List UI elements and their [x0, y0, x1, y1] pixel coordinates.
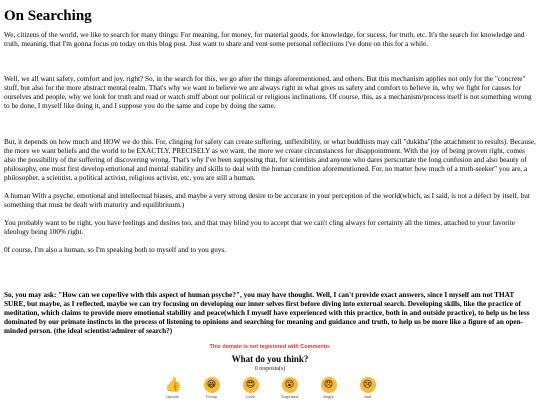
thumbs-up-icon: 👍 — [164, 377, 182, 393]
post-paragraph: 0f course, I'm also a human, so I'm speaking both to myself and to you guys. — [4, 246, 227, 254]
reaction-label: Angry — [323, 394, 334, 399]
sad-face-icon: 😢 — [360, 377, 376, 393]
angry-face-icon: 😠 — [321, 377, 337, 393]
reaction-funny[interactable] — [200, 377, 224, 399]
reaction-label: Love — [246, 394, 255, 399]
post-paragraph: We, citizens of the world, we like to search for many things: For meaning, for money, for material goods, for knowledge, for sucess, for truth, etc. It's the search for knowledge and truth, meaning, that I'm gonna focus on today on this blog post. Just want to share and vent some personal reflections i've done on this for a while. — [4, 31, 525, 48]
reaction-angry[interactable] — [317, 377, 341, 399]
post-paragraph: But, it depends on how much and HOW we do this. For, clinging for safety can create suffering, unflexibility, or what buddhists may call "dukkha"(the attachment to results). Because, the more we want beliefs and the world to be EXACTLY, PRECISELY as we want, the more we create circunstances for disappointment. With the joy of being proven right, comes also the possibility of the suffering of discovering wrong. That's why I've been supposing that, for scientists and anyone who dares perscurtate the long confusion and also beauty of philosophy, one must first develop emotional and mental stability and skills to deal with the human condition aforementioned. For, no matter how much of a truth-seeker" you are, a philosopher, a scientist, a political activist, religious activist, etc, you are still a human. — [4, 138, 536, 182]
heart-eyes-face-icon: 😍 — [243, 377, 259, 393]
reaction-sad[interactable] — [356, 377, 380, 399]
comments-section — [4, 343, 536, 399]
reaction-love[interactable] — [239, 377, 263, 399]
post-paragraph: A human With a psyche, emotional and intellectual biases, and maybe a very strong desire to be accurate in your perception of the world(which, as I said, is not a defect by itself, but something that must be dealt with maturity and equilibriuum.) — [4, 192, 530, 209]
surprised-face-icon: 😮 — [282, 377, 298, 393]
reactions-bar — [4, 377, 536, 399]
reaction-surprised[interactable] — [278, 377, 302, 399]
post-paragraph: You probably want to be right, you have feelings and desires too, and that may blind you to accept that we can't cling always for certainty all the times, attached to your favorite ideology being 100% right. — [4, 219, 515, 236]
reaction-label: Upvote — [166, 394, 179, 399]
reaction-label: Funny — [205, 394, 218, 399]
commento-warning: This domain is not registered with Commento. — [209, 344, 331, 350]
post-title: On Searching — [4, 8, 92, 24]
laughing-face-icon: 😆 — [204, 377, 220, 393]
post-paragraph: Well, we all want safety, comfort and joy, right? So, in the search for this, we go after the things aforementioned, and others. But this mechanism applies not only for the "concrete" stuff, but also for the more abstract mental realm. That's why we want to believe we are always right in what gives us safety and comfort to believe in, why we fight for causes for ourselves and people, why we look for truth and read or watch stuff about our political or religious inclinations. Of course, this, as a mechanism/process itself is not something wrong to be done, I myself like doing it, and I suppose you do the same and cope by doing the same. — [4, 75, 532, 110]
post-paragraph-bold: So, you may ask: "How can we cope/live with this aspect of human psyche?", you may have thought. Well, I can't provide exact answers, since I myself am not THAT SURE, but maybe, as I reflected, maybe we can try focusing on developing our inner selves first before diving into external search. Developing skills, like the practice of meditation, which claims to provide more emotional stability and peace(which I myself have experienced with this practice, both in and outside practice), to help us be less dominated by our primate instincts in the process of listening to opinions and searching for meaning and guidance and truth, to help us be more like a figure of an open-minded person. (the ideal scientist/admirer of search?) — [4, 291, 530, 335]
response-count: 0 resposta(s) — [254, 366, 286, 372]
reaction-label: Sad — [363, 394, 372, 399]
reaction-label: Surprised — [280, 394, 299, 399]
comments-title: What do you think? — [231, 354, 309, 364]
reaction-upvote[interactable] — [161, 377, 185, 399]
